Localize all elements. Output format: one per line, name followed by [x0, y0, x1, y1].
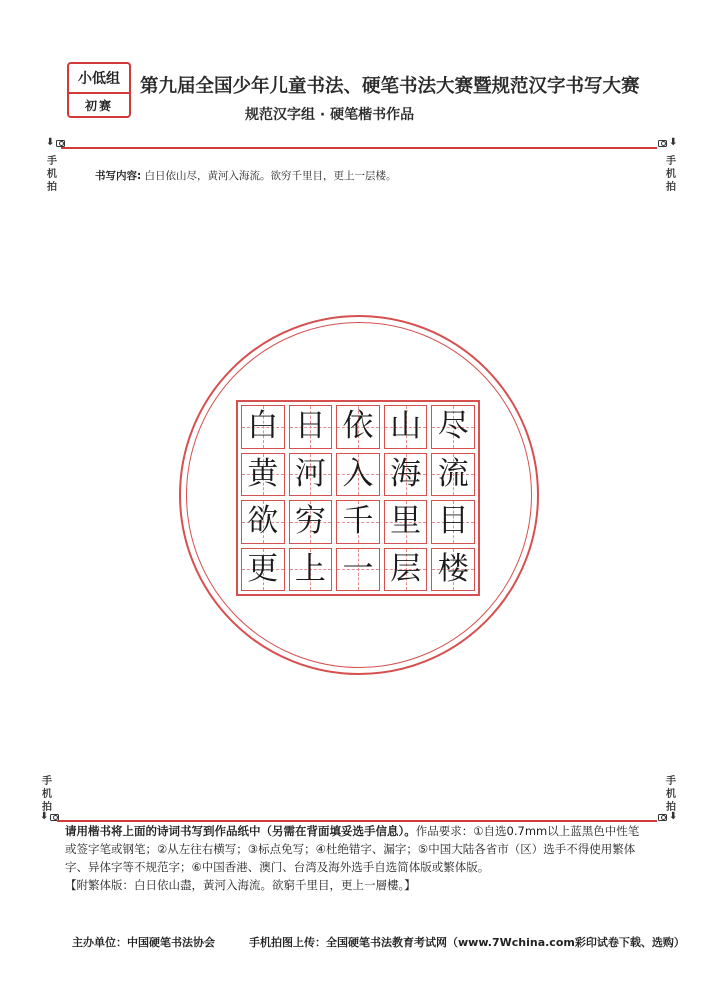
grid-cell: 一	[336, 548, 380, 592]
content-text: 白日依山尽，黄河入海流。欲穷千里目，更上一层楼。	[144, 170, 397, 182]
upload-info: 手机拍图上传：全国硬笔书法教育考试网（www.7Wchina.com彩印试卷下载、选购）	[249, 936, 685, 949]
grid-cell: 穷	[289, 500, 333, 544]
bottom-right-markers	[658, 812, 677, 822]
writing-content	[95, 168, 397, 183]
grid-cell: 入	[336, 453, 380, 497]
requirements-body: 作品要求：①自选0.7mm以上蓝黑色中性笔或签字笔或钢笔；②从左往右横写；③标点免写；④杜绝错字、漏字；⑤中国大陆各省市（区）选手不得使用繁体字、异体字等不规范字；⑥中国香港、澳门、台湾及海外选手自选简体版或繁体版。	[65, 824, 640, 874]
grid-cell: 里	[384, 500, 428, 544]
grid-cell: 上	[289, 548, 333, 592]
requirements	[65, 822, 645, 894]
top-rule	[61, 147, 657, 149]
page-title: 第九届全国少年儿童书法、硬笔书法大赛暨规范汉字书写大赛	[140, 76, 640, 97]
arrow-down-icon: ⬇	[669, 811, 678, 822]
round-label: 初赛	[84, 98, 113, 113]
content-label: 书写内容:	[95, 170, 142, 182]
requirements-lead: 请用楷书将上面的诗词书写到作品纸中（另需在背面填妥选手信息）。	[65, 824, 416, 838]
grid-cell: 楼	[431, 548, 475, 592]
camera-icon	[56, 140, 65, 147]
phone-label-bottom-right: 手机拍	[666, 776, 676, 813]
writing-grid	[236, 400, 480, 596]
phone-label-top-left: 手机拍	[47, 156, 57, 193]
group-badge	[67, 62, 131, 118]
grid-cell: 欲	[241, 500, 285, 544]
camera-icon	[658, 140, 667, 147]
grid-cell: 流	[431, 453, 475, 497]
top-right-markers	[658, 138, 677, 148]
camera-icon	[658, 814, 667, 821]
grid-cell: 更	[241, 548, 285, 592]
grid-cell: 日	[289, 405, 333, 449]
grid-cell: 依	[336, 405, 380, 449]
arrow-down-icon: ⬇	[46, 137, 55, 148]
grid-cell: 层	[384, 548, 428, 592]
group-label: 小低组	[69, 64, 129, 94]
grid-cell: 山	[384, 405, 428, 449]
grid-cell: 尽	[431, 405, 475, 449]
grid-cell: 海	[384, 453, 428, 497]
grid-cell: 目	[431, 500, 475, 544]
grid-cell: 千	[336, 500, 380, 544]
organizer: 主办单位：中国硬笔书法协会	[72, 936, 215, 949]
arrow-down-icon: ⬇	[40, 811, 49, 822]
phone-label-top-right: 手机拍	[666, 156, 676, 193]
page-subtitle: 规范汉字组 · 硬笔楷书作品	[245, 107, 415, 123]
grid-cell: 黄	[241, 453, 285, 497]
grid-cell: 白	[241, 405, 285, 449]
phone-label-bottom-left: 手机拍	[42, 776, 52, 813]
traditional-version: 【附繁体版：白日依山盡，黃河入海流。欲窮千里目，更上一層樓。】	[65, 878, 416, 892]
arrow-down-icon: ⬇	[669, 137, 678, 148]
grid-cell: 河	[289, 453, 333, 497]
